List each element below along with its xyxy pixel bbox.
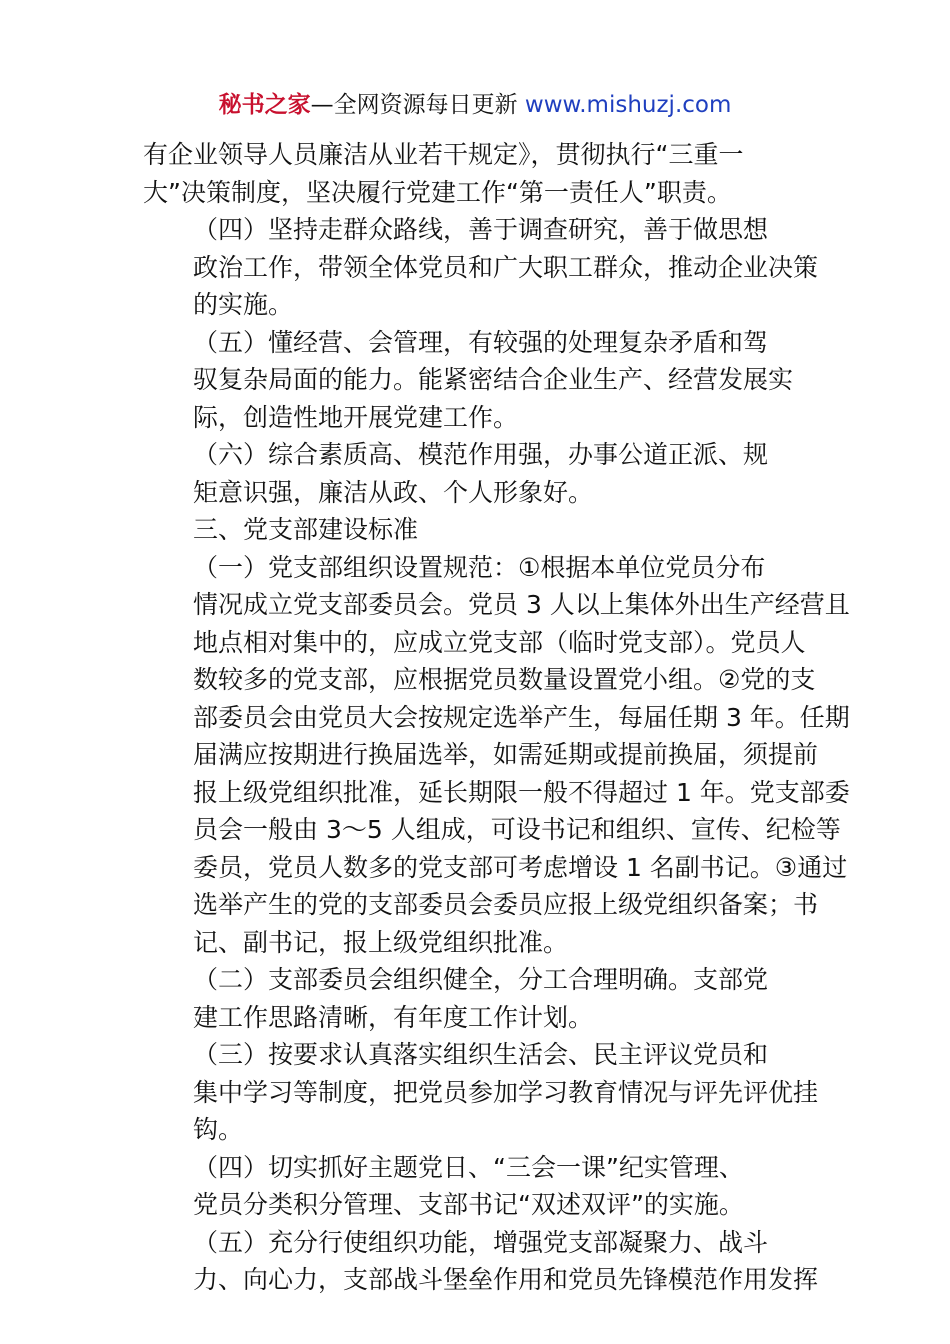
text-line: 的实施。 xyxy=(193,290,294,319)
text-line: （五）懂经营、会管理，有较强的处理复杂矛盾和驾 xyxy=(193,327,769,357)
text-line: 政治工作，带领全体党员和广大职工群众，推动企业决策 xyxy=(193,252,819,282)
paragraph xyxy=(143,324,807,437)
text-line: 选举产生的党的支部委员会委员应报上级党组织备案；书 xyxy=(193,890,819,919)
paragraph xyxy=(143,961,807,1036)
text-line: 矩意识强，廉洁从政、个人形象好。 xyxy=(193,477,594,507)
paragraph xyxy=(143,136,807,211)
text-line: 报上级党组织批准，延长期限一般不得超过 1 年。党支部委 xyxy=(193,777,850,807)
text-line: 员会一般由 3～5 人组成，可设书记和组织、宣传、纪检等 xyxy=(193,815,841,844)
site-url-link[interactable]: www.mishuzj.com xyxy=(524,92,732,118)
text-line: 记、副书记，报上级党组织批准。 xyxy=(193,927,569,957)
text-line: 际，创造性地开展党建工作。 xyxy=(193,402,519,432)
text-line: （四）坚持走群众路线，善于调查研究，善于做思想 xyxy=(193,215,769,244)
text-line: 三、党支部建设标准 xyxy=(193,515,419,544)
paragraph xyxy=(143,1149,807,1224)
text-line: （六）综合素质高、模范作用强，办事公道正派、规 xyxy=(193,440,769,469)
paragraph xyxy=(143,511,807,549)
paragraph xyxy=(143,549,850,962)
text-line: 党员分类积分管理、支部书记“双述双评”的实施。 xyxy=(193,1190,744,1219)
text-line: （一）党支部组织设置规范：①根据本单位党员分布 xyxy=(193,552,766,582)
text-line: 大”决策制度，坚决履行党建工作“第一责任人”职责。 xyxy=(143,177,732,207)
paragraph xyxy=(143,211,819,324)
text-line: 届满应按期进行换届选举，如需延期或提前换届，须提前 xyxy=(193,740,819,769)
text-line: （二）支部委员会组织健全，分工合理明确。支部党 xyxy=(193,965,769,994)
site-brand: 秘书之家 xyxy=(218,92,311,118)
text-line: 数较多的党支部，应根据党员数量设置党小组。②党的支 xyxy=(193,665,816,694)
text-line: 建工作思路清晰，有年度工作计划。 xyxy=(193,1002,594,1032)
text-line: 集中学习等制度，把党员参加学习教育情况与评先评优挂 xyxy=(193,1077,819,1107)
text-line: 有企业领导人员廉洁从业若干规定》，贯彻执行“三重一 xyxy=(143,140,744,169)
text-line: 驭复杂局面的能力。能紧密结合企业生产、经营发展实 xyxy=(193,365,794,394)
site-slogan: —全网资源每日更新 xyxy=(310,92,518,118)
document-body xyxy=(143,136,850,1299)
page-header xyxy=(0,88,950,122)
text-line: 地点相对集中的，应成立党支部（临时党支部）。党员人 xyxy=(193,627,806,657)
text-line: 情况成立党支部委员会。党员 3 人以上集体外出生产经营且 xyxy=(193,590,850,619)
text-line: 力、向心力，支部战斗堡垒作用和党员先锋模范作用发挥 xyxy=(193,1265,819,1294)
text-line: （三）按要求认真落实组织生活会、民主评议党员和 xyxy=(193,1040,769,1069)
paragraph xyxy=(143,1036,819,1149)
paragraph xyxy=(143,436,807,511)
text-line: 钩。 xyxy=(193,1115,244,1144)
text-line: （五）充分行使组织功能，增强党支部凝聚力、战斗 xyxy=(193,1227,769,1257)
text-line: 委员，党员人数多的党支部可考虑增设 1 名副书记。③通过 xyxy=(193,852,848,882)
paragraph xyxy=(143,1224,819,1299)
text-line: （四）切实抓好主题党日、“三会一课”纪实管理、 xyxy=(193,1152,744,1182)
text-line: 部委员会由党员大会按规定选举产生，每届任期 3 年。任期 xyxy=(193,702,850,732)
